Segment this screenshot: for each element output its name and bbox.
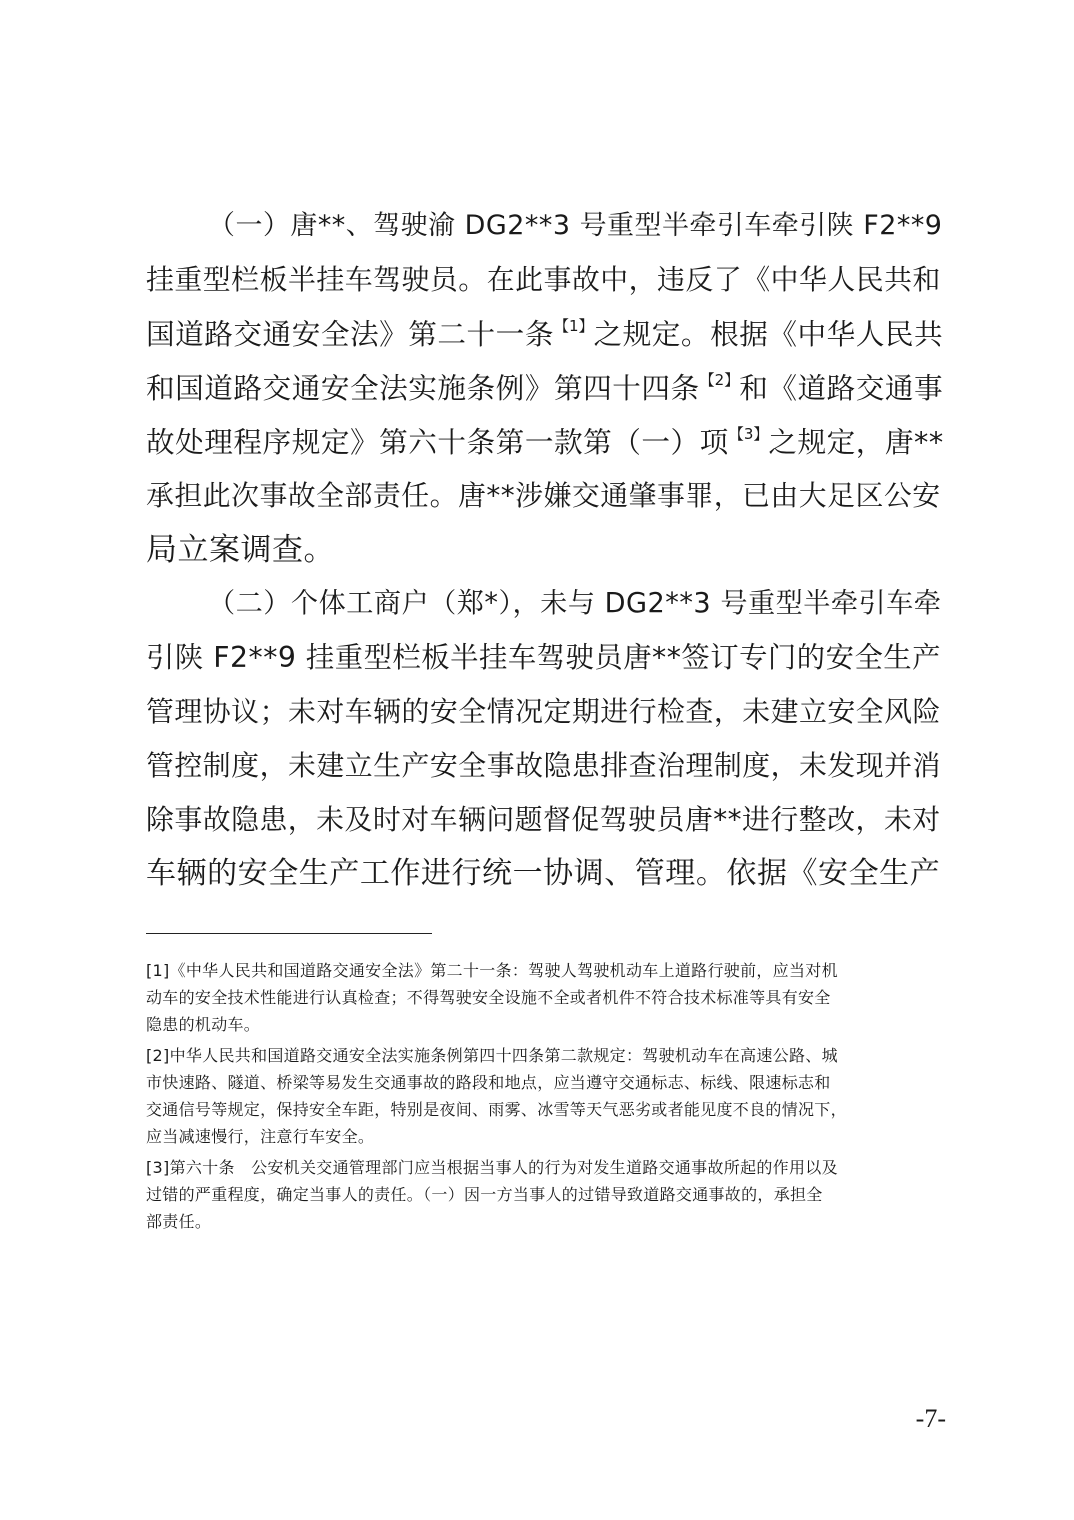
body-line <box>146 418 944 466</box>
page-number: -7- <box>915 1404 946 1433</box>
body-line <box>146 742 941 790</box>
footnote-ref[interactable]: 【3】 <box>728 425 769 443</box>
line-text: 承担此次事故全部责任。唐**涉嫌交通肇事罪，已由大足区公安 <box>146 479 941 512</box>
footnote-line: [1]《中华人民共和国道路交通安全法》第二十一条：驾驶人驾驶机动车上道路行驶前，应当对机 <box>146 961 838 980</box>
footnote-ref[interactable]: 【2】 <box>699 371 740 389</box>
body-line <box>208 580 941 628</box>
footnote-line: 部责任。 <box>146 1212 212 1231</box>
body-line <box>146 256 941 304</box>
line-text: 局立案调查。 <box>146 532 335 568</box>
body-line <box>146 364 943 412</box>
body-line <box>146 688 941 736</box>
line-text: 除事故隐患，未及时对车辆问题督促驾驶员唐**进行整改，未对 <box>146 803 941 836</box>
body-line <box>146 796 941 844</box>
footnote-line: [3]第六十条 公安机关交通管理部门应当根据当事人的行为对发生道路交通事故所起的作用以及 <box>146 1158 838 1177</box>
footnote-line: 应当减速慢行，注意行车安全。 <box>146 1127 375 1146</box>
line-text: 和国道路交通安全法实施条例》第四十四条 <box>146 371 700 405</box>
line-text: 车辆的安全生产工作进行统一协调、管理。依据《安全生产 <box>146 856 941 891</box>
body-line <box>146 310 943 358</box>
line-text: 管理协议；未对车辆的安全情况定期进行检查，未建立安全风险 <box>146 695 941 728</box>
footnote-separator <box>146 933 432 934</box>
body-line <box>146 634 941 682</box>
line-text: 之规定。根据《中华人民共 <box>593 317 944 351</box>
line-text: 和《道路交通事 <box>739 371 944 405</box>
line-text: 引陕 F2**9 挂重型栏板半挂车驾驶员唐**签订专门的安全生产 <box>146 641 941 674</box>
line-text: 故处理程序规定》第六十条第一款第（一）项 <box>146 425 729 459</box>
line-text: （二）个体工商户（郑*），未与 DG2**3 号重型半牵引车牵 <box>208 588 942 619</box>
body-line <box>146 472 941 520</box>
footnote-line: 过错的严重程度，确定当事人的责任。（一）因一方当事人的过错导致道路交通事故的，承担全 <box>146 1185 823 1204</box>
footnote-line: 交通信号等规定，保持安全车距，特别是夜间、雨雾、冰雪等天气恶劣或者能见度不良的情况下， <box>146 1100 847 1119</box>
body-line <box>146 526 335 574</box>
line-text: 挂重型栏板半挂车驾驶员。在此事故中，违反了《中华人民共和 <box>146 263 941 296</box>
footnote-line: 动车的安全技术性能进行认真检查；不得驾驶安全设施不全或者机件不符合技术标准等具有安全 <box>146 988 831 1007</box>
line-text: 国道路交通安全法》第二十一条 <box>146 317 554 351</box>
line-text: 管控制度，未建立生产安全事故隐患排查治理制度，未发现并消 <box>146 749 941 782</box>
line-text: （一）唐**、驾驶渝 DG2**3 号重型半牵引车牵引陕 F2**9 <box>208 210 943 241</box>
footnote-line: 隐患的机动车。 <box>146 1015 261 1034</box>
body-line <box>146 850 940 898</box>
footnote-ref[interactable]: 【1】 <box>553 317 594 335</box>
body-line <box>208 202 942 250</box>
line-text: 之规定，唐** <box>768 425 944 459</box>
footnote-line: 市快速路、隧道、桥梁等易发生交通事故的路段和地点，应当遵守交通标志、标线、限速标志和 <box>146 1073 831 1092</box>
footnote-line: [2]中华人民共和国道路交通安全法实施条例第四十四条第二款规定：驾驶机动车在高速公路、城 <box>146 1046 838 1065</box>
